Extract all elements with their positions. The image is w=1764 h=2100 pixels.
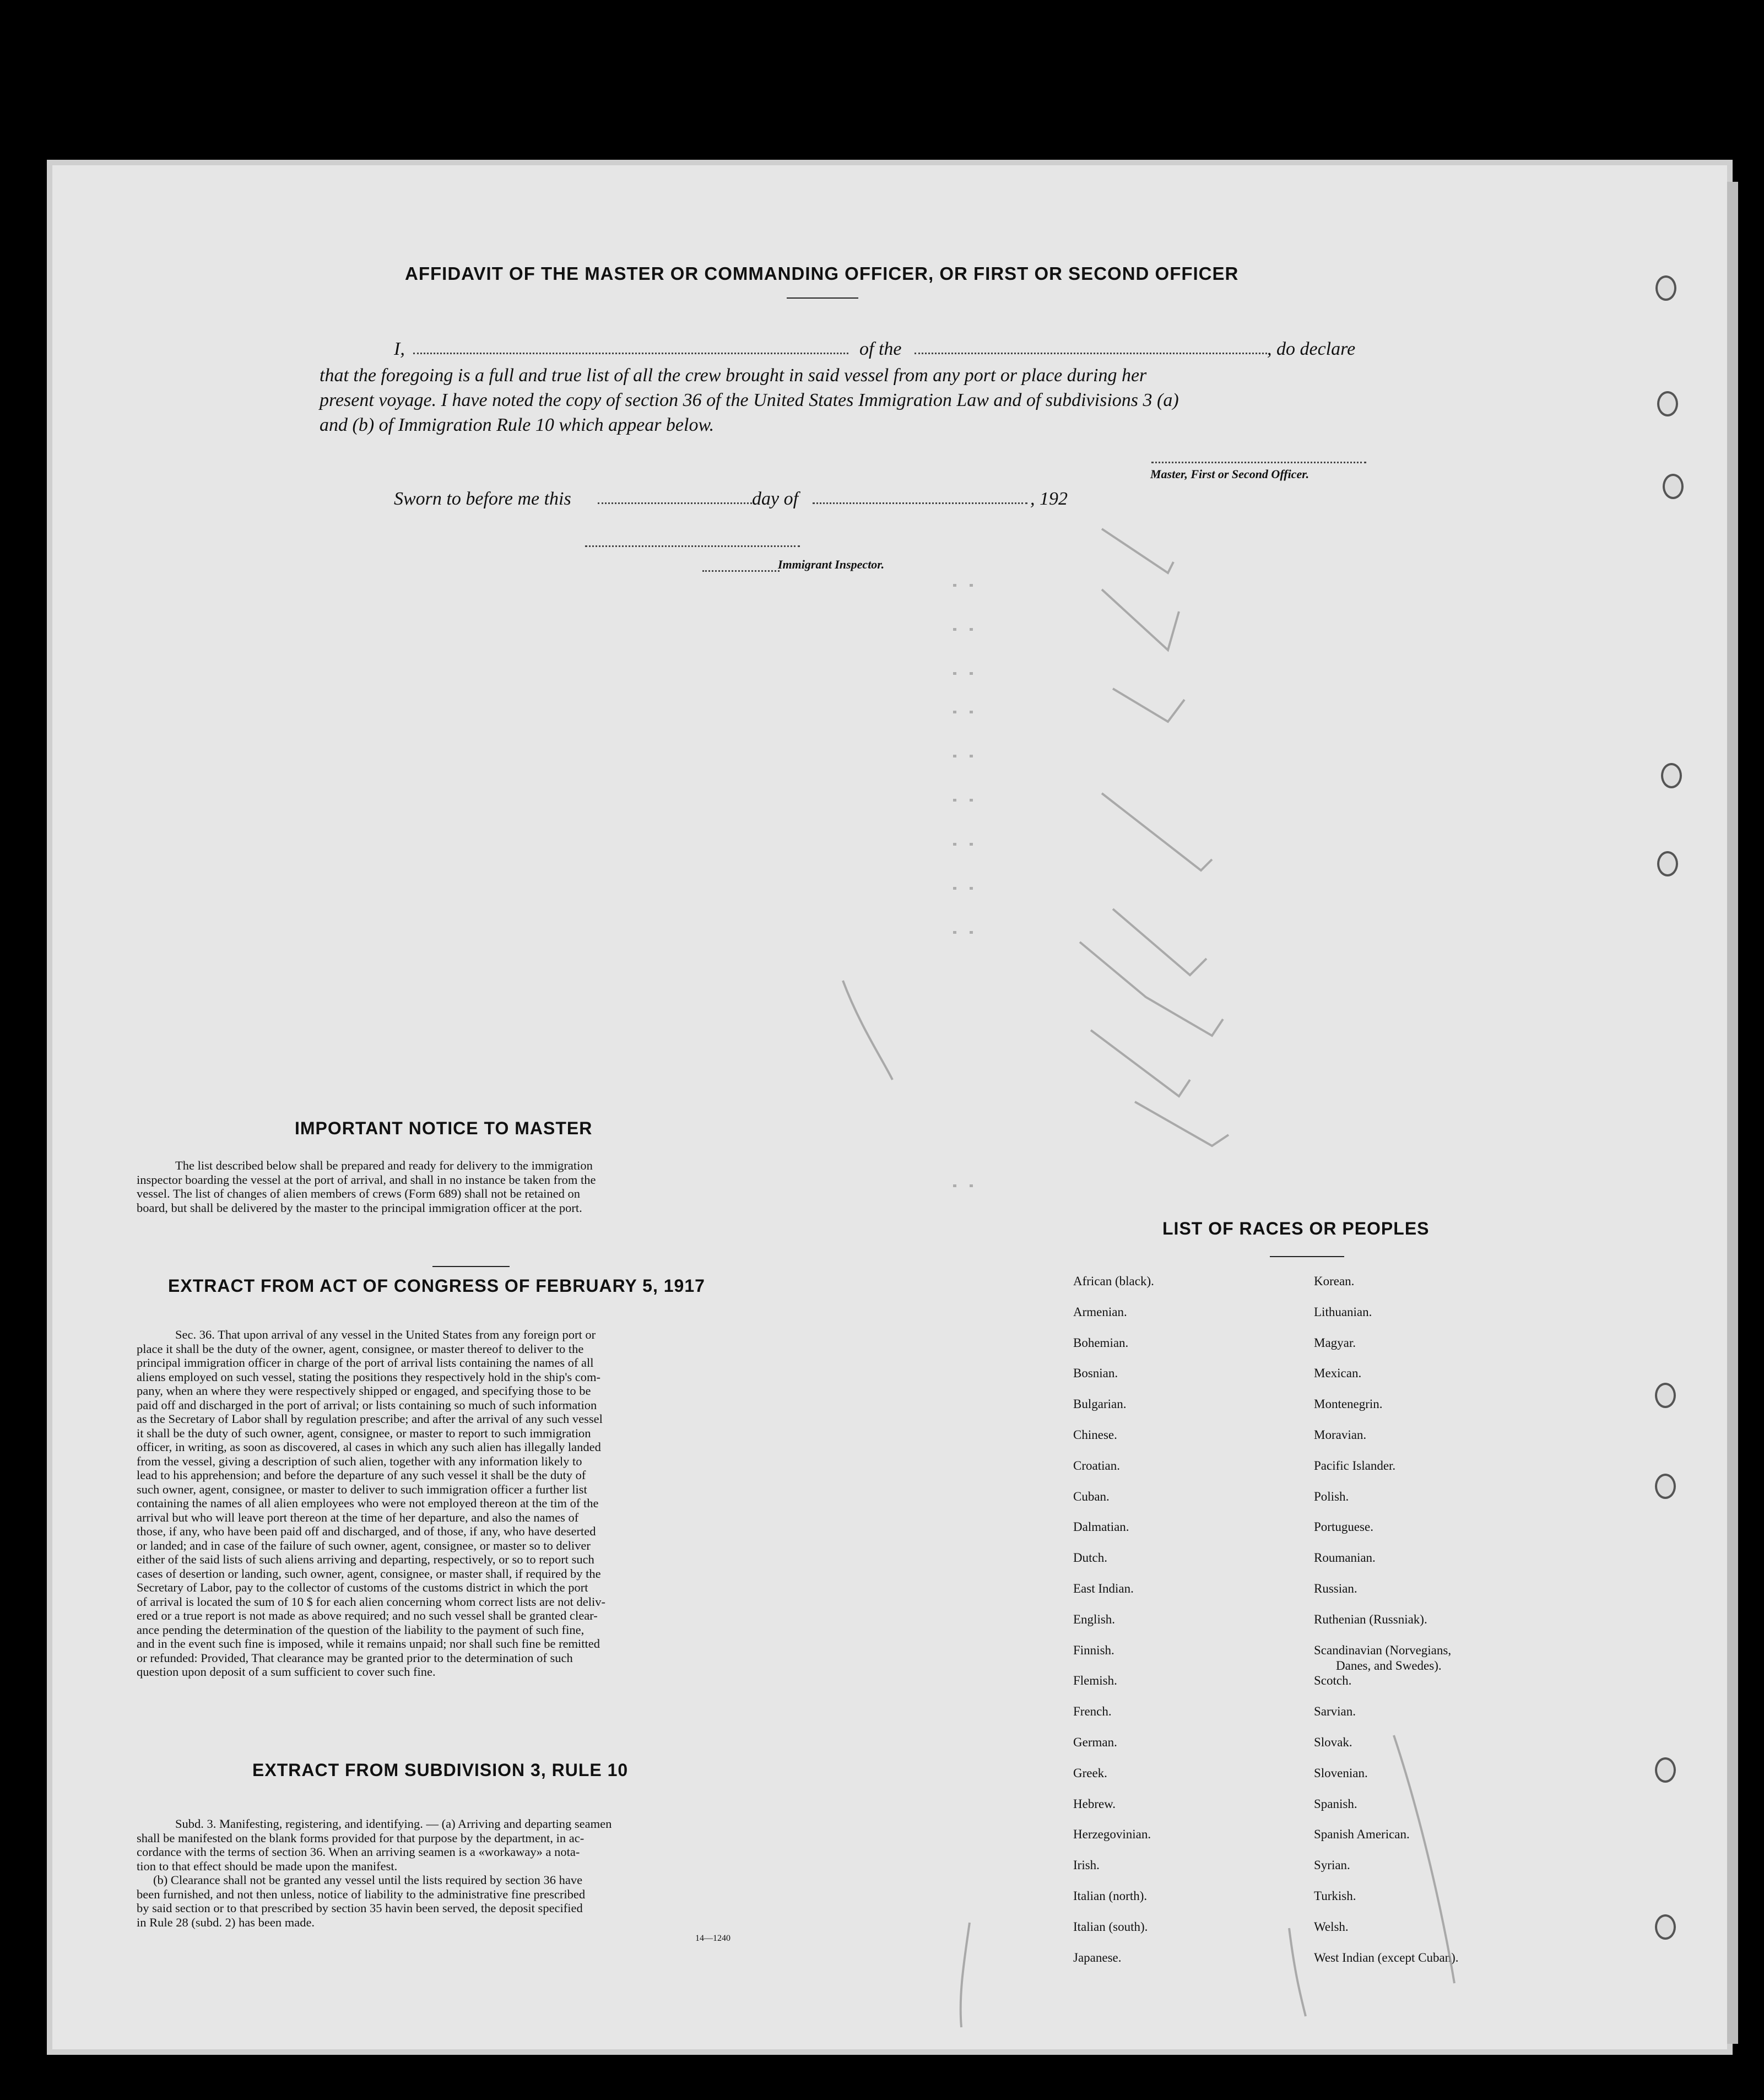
races-divider: [1270, 1256, 1344, 1257]
race-item: Lithuanian.: [1314, 1305, 1372, 1319]
notice-text: [137, 1159, 773, 1215]
race-item: Welsh.: [1314, 1919, 1349, 1934]
affidavit-title: AFFIDAVIT OF THE MASTER OR COMMANDING OFFICER, OR FIRST OR SECOND OFFICER: [405, 263, 1239, 284]
race-item: African (black).: [1073, 1274, 1154, 1288]
affidavit-of-the: of the: [859, 339, 902, 359]
act-line: place it shall be the duty of the owner, agent, consignee, or master thereof to deliver to the: [137, 1341, 584, 1356]
act-line: question upon deposit of a sum sufficient to cover such fine.: [137, 1665, 436, 1679]
inspector-lead-dots: [702, 570, 780, 572]
punch-hole: [1655, 1474, 1676, 1499]
month-blank: [813, 502, 1027, 504]
rule-line: in Rule 28 (subd. 2) has been made.: [137, 1915, 315, 1929]
race-item: Moravian.: [1314, 1428, 1367, 1442]
race-item: Cuban.: [1073, 1489, 1110, 1503]
race-item: Japanese.: [1073, 1950, 1122, 1964]
race-item: Turkish.: [1314, 1889, 1356, 1903]
act-line: principal immigration officer in charge of the port of arrival lists containing the names of all: [137, 1356, 594, 1370]
act-line: and in the event such fine is imposed, while it remains unpaid; nor shall such fine be remitted: [137, 1637, 600, 1650]
act-line: it shall be the duty of such owner, agent, consignee, or master to report to such immigration: [137, 1426, 591, 1440]
race-item: Dalmatian.: [1073, 1520, 1129, 1534]
race-item: Italian (north).: [1073, 1889, 1148, 1903]
punch-hole: [1661, 763, 1682, 788]
act-heading: EXTRACT FROM ACT OF CONGRESS OF FEBRUARY 5, 1917: [168, 1276, 705, 1296]
act-line: or refunded: Provided, That clearance may be granted prior to the determination of such: [137, 1650, 573, 1665]
notice-line: vessel. The list of changes of alien members of crews (Form 689) shall not be retained on: [137, 1187, 580, 1200]
punch-hole: [1663, 474, 1684, 499]
race-item: Irish.: [1073, 1858, 1100, 1872]
act-line: or landed; and in case of the failure of such owner, agent, consignee, or master so to deliver: [137, 1538, 591, 1552]
affidavit-i: I,: [394, 339, 405, 359]
rule-line: cordance with the terms of section 36. When an arriving seamen is a «workaway» a nota-: [137, 1845, 580, 1859]
year-text: , 192: [1030, 489, 1068, 509]
rule-heading: EXTRACT FROM SUBDIVISION 3, RULE 10: [252, 1760, 629, 1780]
act-line: of arrival is located the sum of 10 $ for each alien concerning whom correct lists are not deliv-: [137, 1594, 605, 1609]
race-item: Danes, and Swedes).: [1336, 1658, 1442, 1673]
race-item: Bulgarian.: [1073, 1397, 1127, 1411]
notice-divider: [432, 1266, 510, 1267]
affidavit-line-4: and (b) of Immigration Rule 10 which appear below.: [320, 415, 715, 435]
rule-line: been furnished, and not then unless, notice of liability to the administrative fine prescribed: [137, 1887, 586, 1901]
race-item: Magyar.: [1314, 1335, 1356, 1350]
inspector-signature-blank: [585, 545, 800, 547]
race-item: Montenegrin.: [1314, 1397, 1383, 1411]
rule-line: by said section or to that prescribed by section 35 havin been served, the deposit specified: [137, 1901, 583, 1915]
race-item: Slovenian.: [1314, 1766, 1368, 1780]
race-item: Slovak.: [1314, 1735, 1352, 1749]
race-item: Pacific Islander.: [1314, 1458, 1396, 1473]
races-heading: LIST OF RACES OR PEOPLES: [1162, 1219, 1430, 1238]
race-item: Scotch.: [1314, 1674, 1352, 1688]
act-line: such owner, agent, consignee, or master to deliver to such immigration officer a further list: [137, 1482, 587, 1496]
day-of-text: day of: [752, 489, 799, 509]
form-number: 14—1240: [695, 1934, 731, 1943]
race-item: Spanish American.: [1314, 1827, 1410, 1842]
race-item: Scandinavian (Norvegians,: [1314, 1643, 1452, 1657]
race-item: Dutch.: [1073, 1551, 1107, 1565]
race-item: West Indian (except Cuban).: [1314, 1950, 1459, 1964]
act-line: Sec. 36. That upon arrival of any vessel in the United States from any foreign port or: [175, 1328, 596, 1341]
race-item: Flemish.: [1073, 1674, 1117, 1688]
race-item: Finnish.: [1073, 1643, 1114, 1657]
race-item: English.: [1073, 1612, 1116, 1626]
race-item: French.: [1073, 1704, 1112, 1719]
sworn-text: Sworn to before me this: [394, 489, 571, 509]
race-item: Sarvian.: [1314, 1704, 1356, 1719]
race-item: Mexican.: [1314, 1366, 1362, 1381]
race-item: Armenian.: [1073, 1305, 1127, 1319]
act-line: arrival but who will leave port thereon at the time of her departure, and also the names of: [137, 1510, 579, 1524]
race-item: Croatian.: [1073, 1458, 1120, 1473]
act-line: cases of desertion or landing, such owner, agent, consignee, or master shall, if required by the: [137, 1566, 601, 1581]
rule-line: shall be manifested on the blank forms provided for that purpose by the department, in ac-: [137, 1831, 585, 1845]
act-line: lead to his apprehension; and before the departure of any such vessel it shall be the duty of: [137, 1468, 586, 1482]
act-line: ered or a true report is not made as above required; and no such vessel shall be granted clear-: [137, 1609, 598, 1622]
rule-line: Subd. 3. Manifesting, registering, and identifying. — (a) Arriving and departing seamen: [175, 1817, 612, 1831]
name-blank: [413, 353, 848, 354]
race-item: Chinese.: [1073, 1428, 1117, 1442]
race-item: Polish.: [1314, 1489, 1349, 1503]
act-line: as the Secretary of Labor shall by regulation prescribe; and after the arrival of any such vessel: [137, 1412, 603, 1426]
race-item: Russian.: [1314, 1582, 1357, 1595]
act-line: containing the names of all alien employees who were not employed thereon at the tim of the: [137, 1496, 599, 1510]
race-item: Bosnian.: [1073, 1366, 1118, 1381]
race-item: Syrian.: [1314, 1858, 1350, 1872]
punch-hole: [1657, 391, 1678, 416]
affidavit-line-2: that the foregoing is a full and true list of all the crew brought in said vessel from any port or place during her: [320, 365, 1147, 386]
race-item: Greek.: [1073, 1766, 1107, 1780]
race-item: Ruthenian (Russniak).: [1314, 1612, 1427, 1626]
act-line: ance pending the determination of the question of the liability to the payment of such fine,: [137, 1622, 585, 1637]
race-item: Portuguese.: [1314, 1520, 1373, 1534]
race-item: Italian (south).: [1073, 1919, 1148, 1934]
master-label: Master, First or Second Officer.: [1150, 467, 1310, 481]
act-line: aliens employed on such vessel, stating the positions they respectively hold in the ship's com-: [137, 1370, 601, 1384]
act-line: Secretary of Labor, pay to the collector of customs of the customs district in which the port: [137, 1581, 588, 1594]
act-line: paid off and discharged in the port of arrival; or lists containing so much of such information: [137, 1398, 597, 1412]
master-signature-blank: [1151, 462, 1366, 463]
race-item: Spanish.: [1314, 1796, 1357, 1811]
act-line: from the vessel, giving a description of such alien, together with any information likely to: [137, 1454, 582, 1468]
rule-text: [137, 1817, 773, 1929]
inspector-label: Immigrant Inspector.: [778, 558, 885, 571]
punch-hole: [1655, 275, 1676, 301]
notice-line: The list described below shall be prepared and ready for delivery to the immigration: [175, 1159, 593, 1172]
race-item: Bohemian.: [1073, 1335, 1129, 1350]
race-item: Hebrew.: [1073, 1796, 1116, 1811]
affidavit-line-3: present voyage. I have noted the copy of section 36 of the United States Immigration Law and of subdivisions 3 (a): [320, 390, 1179, 410]
affidavit-declare: , do declare: [1267, 339, 1356, 359]
rule-line: tion to that effect should be made upon the manifest.: [137, 1859, 398, 1873]
punch-hole: [1655, 1383, 1676, 1408]
act-line: those, if any, who have been paid off and discharged, and of those, if any, who have deserted: [137, 1524, 596, 1538]
act-line: pany, when an where they were respectively shipped or engaged, and specifying those to be: [137, 1384, 591, 1398]
notice-line: board, but shall be delivered by the master to the principal immigration officer at the port.: [137, 1200, 582, 1215]
punch-hole: [1655, 1914, 1676, 1940]
day-blank: [598, 502, 752, 504]
title-divider: [787, 297, 858, 299]
race-item: Herzegovinian.: [1073, 1827, 1151, 1842]
race-item: East Indian.: [1073, 1582, 1134, 1595]
punch-hole: [1655, 1757, 1676, 1783]
race-item: German.: [1073, 1735, 1117, 1749]
act-text: [137, 1328, 773, 1679]
rule-line: (b) Clearance shall not be granted any vessel until the lists required by section 36 have: [153, 1873, 583, 1887]
notice-line: inspector boarding the vessel at the port of arrival, and shall in no instance be taken from the: [137, 1172, 596, 1187]
race-item: Korean.: [1314, 1274, 1355, 1288]
race-item: Roumanian.: [1314, 1551, 1376, 1565]
vessel-blank: [915, 353, 1267, 354]
notice-heading: IMPORTANT NOTICE TO MASTER: [295, 1118, 593, 1138]
act-line: either of the said lists of such aliens arriving and departing, respectively, or so to report such: [137, 1552, 594, 1566]
punch-hole: [1657, 851, 1678, 876]
act-line: officer, in writing, as soon as discovered, al cases in which any such alien has illegally landed: [137, 1440, 601, 1454]
